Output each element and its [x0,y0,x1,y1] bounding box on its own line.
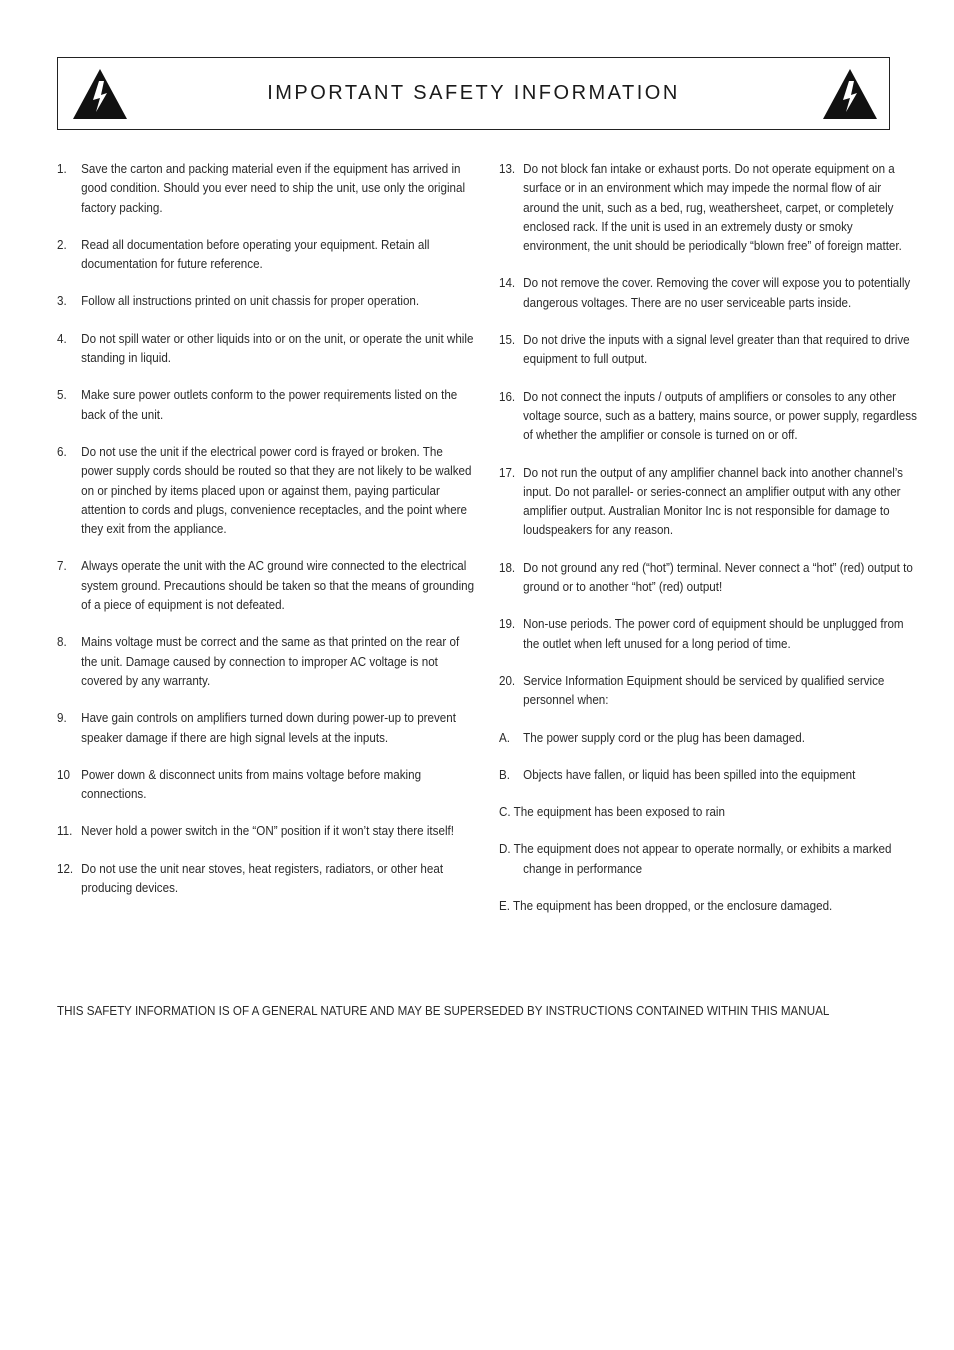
list-item [499,160,918,256]
item-text: Do not run the output of any amplifier channel back into another channel’s input. Do not parallel- or series-connect an amplifier output with any other amplifier output. Australian Monitor Inc is not responsible for damage to loudspeakers for any reason. [523,465,903,538]
footer-notice: THIS SAFETY INFORMATION IS OF A GENERAL NATURE AND MAY BE SUPERSEDED BY INSTRUCTIONS CONTAINED WITHIN THIS MANUAL [57,1004,830,1018]
item-text: Do not remove the cover. Removing the cover will expose you to potentially dangerous voltages. There are no user serviceable parts inside. [523,276,911,310]
left-column [57,160,475,916]
item-number: 8. [57,635,67,650]
item-number: 15. [499,333,516,348]
item-text: Do not block fan intake or exhaust ports. Do not operate equipment on a surface or in an environment which may impede the normal flow of air around the unit, such as a bed, rug, weathersheet, carpet, or completely enclosed rack. If the unit is used in an extremely dusty or smoky environment, the unit should be periodically “blown free” of foreign matter. [523,162,902,254]
item-number: 7. [57,559,67,574]
item-number: B. [499,767,510,782]
list-item [499,766,918,785]
item-text: The power supply cord or the plug has been damaged. [523,730,805,745]
item-number: 5. [57,388,67,403]
item-number: 1. [57,162,67,176]
item-text: Objects have fallen, or liquid has been spilled into the equipment [523,767,856,782]
list-item [57,330,476,369]
list-item [499,559,918,598]
list-item [57,709,476,748]
list-item [57,160,476,218]
list-item [499,388,918,446]
item-number: 13. [499,162,516,176]
item-number: 19. [499,617,516,632]
list-item [499,897,894,916]
list-item [499,331,918,370]
list-item [499,803,894,822]
list-item [499,672,918,711]
item-number: 2. [57,237,67,252]
item-text: D. The equipment does not appear to operate normally, or exhibits a marked [499,842,892,857]
item-number: 9. [57,711,67,726]
item-number: 14. [499,276,516,291]
item-text: Do not drive the inputs with a signal level greater than that required to drive equipment to full output. [523,333,910,367]
item-number: 20. [499,673,516,688]
item-text: Do not connect the inputs / outputs of amplifiers or consoles to any other voltage source, such as a battery, mains source, or power supply, regardless of whether the amplifier or console is turned on or off. [523,389,917,443]
list-item [57,633,476,691]
item-text: Have gain controls on amplifiers turned down during power-up to prevent speaker damage if there are high signal levels at the inputs. [81,711,456,745]
header-box [57,57,890,130]
item-number: 18. [499,560,516,575]
item-text: Always operate the unit with the AC ground wire connected to the electrical system ground. Precautions should be taken so that the means of grounding of a piece of equipment is not defeated. [81,559,475,613]
item-text: Mains voltage must be correct and the same as that printed on the rear of the unit. Damage caused by connection to improper AC voltage is not covered by any warranty. [81,635,460,688]
list-item [57,292,476,311]
item-text: Do not ground any red (“hot”) terminal. Never connect a “hot” (red) output to ground or to another “hot” (red) output! [523,560,913,595]
list-item [57,766,476,805]
list-item [499,840,894,879]
item-text: E. The equipment has been dropped, or the enclosure damaged. [499,899,833,914]
electric-shock-warning-icon [821,67,879,121]
item-number: 12. [57,861,74,876]
item-text-continuation: change in performance [523,861,643,876]
item-text: Make sure power outlets conform to the power requirements listed on the back of the unit. [81,388,458,422]
item-number: 6. [57,444,67,459]
item-text: Non-use periods. The power cord of equipment should be unplugged from the outlet when left unused for a long period of time. [523,617,904,651]
list-item [57,860,476,899]
list-item [499,615,918,654]
item-text: Service Information Equipment should be serviced by qualified service personnel when: [523,673,885,708]
item-text: Do not use the unit if the electrical power cord is frayed or broken. The power supply cords should be routed so that they are not likely to be walked on or pinched by items placed upon or against them, paying particular attention to cords and plugs, convenience receptacles, and the point where they exit from the appliance. [81,444,472,537]
item-text: Power down & disconnect units from mains voltage before making connections. [81,767,422,802]
item-number: A. [499,730,510,745]
item-text: Follow all instructions printed on unit chassis for proper operation. [81,294,420,309]
item-text: Do not spill water or other liquids into or on the unit, or operate the unit while standing in liquid. [81,331,474,366]
item-number: 3. [57,294,67,309]
item-text: Never hold a power switch in the “ON” position if it won’t stay there itself! [81,824,454,839]
list-item [499,274,918,313]
list-item [57,443,476,539]
item-text: Do not use the unit near stoves, heat registers, radiators, or other heat producing devices. [81,861,444,896]
list-item [57,822,476,841]
item-text: C. The equipment has been exposed to rain [499,805,725,820]
list-item [57,557,476,615]
list-item [499,729,918,748]
item-number: 17. [499,465,516,480]
item-text: Read all documentation before operating your equipment. Retain all documentation for future reference. [81,237,430,272]
item-number: 4. [57,331,67,346]
item-number: 16. [499,389,516,404]
list-item [57,386,476,425]
list-item [499,464,918,541]
item-text: Save the carton and packing material even if the equipment has arrived in good condition. Should you ever need to ship the unit, use only the original factory packing. [81,162,466,215]
right-column [499,160,917,934]
item-number: 11. [57,824,73,839]
item-number: 10 [57,767,70,782]
page-title: IMPORTANT SAFETY INFORMATION [267,82,680,104]
list-item [57,236,476,275]
